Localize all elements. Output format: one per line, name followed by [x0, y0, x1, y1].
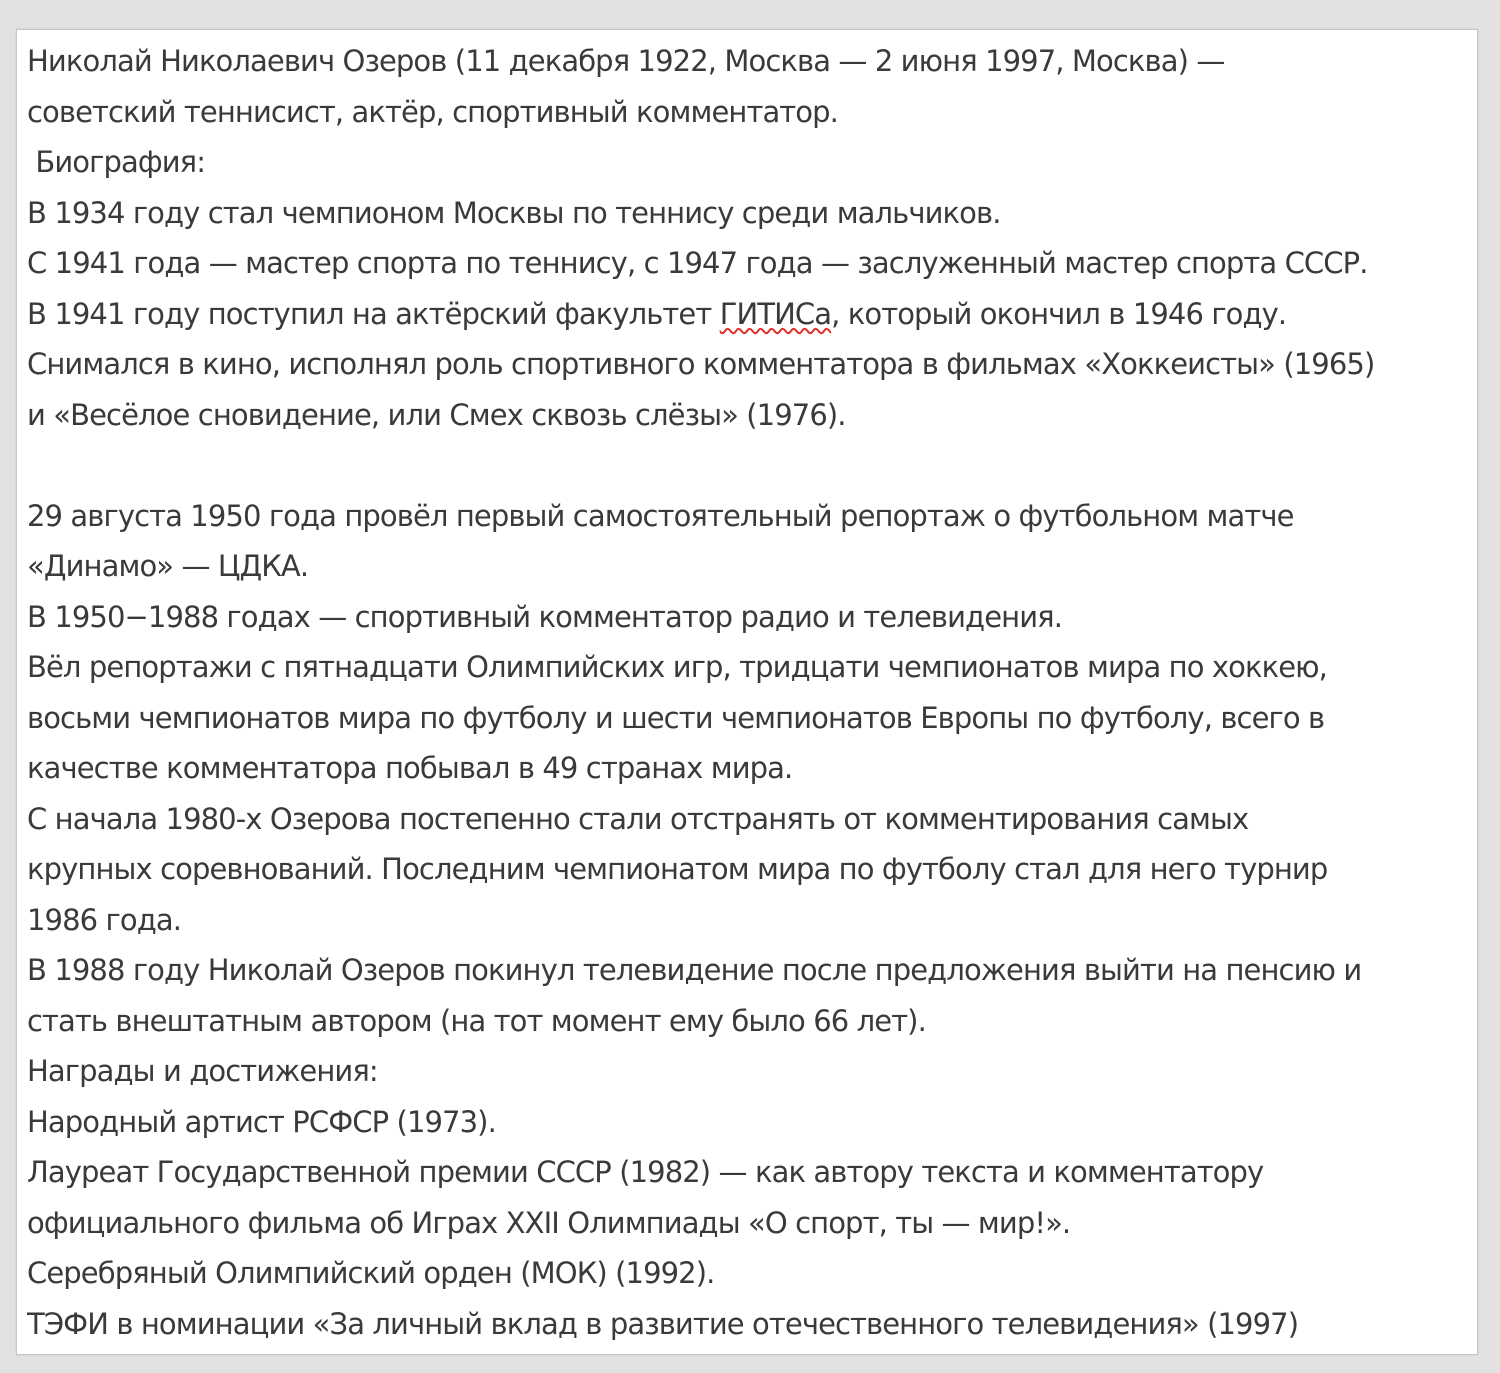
text-line: качестве комментатора побывал в 49 странах мира.: [27, 751, 793, 785]
text-segment: В 1941 году поступил на актёрский факультет: [27, 296, 720, 331]
text-line: Народный артист РСФСР (1973).: [27, 1104, 496, 1139]
text-line: 1986 года.: [27, 902, 182, 937]
text-segment: , который окончил в 1946 году.: [831, 296, 1287, 331]
document-text[interactable]: [27, 36, 1477, 1349]
text-line: С 1941 года — мастер спорта по теннису, с 1947 года — заслуженный мастер спорта СССР.: [27, 246, 1368, 280]
text-line: Николай Николаевич Озеров (11 декабря 1922, Москва — 2 июня 1997, Москва) —: [27, 44, 1225, 78]
text-line: ТЭФИ в номинации «За личный вклад в развитие отечественного телевидения» (1997): [27, 1306, 1299, 1341]
text-line: 29 августа 1950 года провёл первый самостоятельный репортаж о футбольном матче: [27, 498, 1294, 533]
text-line: В 1934 году стал чемпионом Москвы по теннису среди мальчиков.: [27, 195, 1001, 230]
blank-line: [27, 440, 1477, 491]
section-heading-awards: Награды и достижения:: [27, 1054, 378, 1088]
text-line: восьми чемпионатов мира по футболу и шести чемпионатов Европы по футболу, всего в: [27, 700, 1325, 735]
text-line: В 1988 году Николай Озеров покинул телевидение после предложения выйти на пенсию и: [27, 953, 1362, 987]
misspelled-word[interactable]: ГИТИСа: [719, 296, 832, 331]
text-line: Вёл репортажи с пятнадцати Олимпийских игр, тридцати чемпионатов мира по хоккею,: [27, 650, 1327, 684]
text-line: Серебряный Олимпийский орден (МОК) (1992).: [27, 1256, 715, 1290]
text-line: С начала 1980-х Озерова постепенно стали отстранять от комментирования самых: [27, 801, 1249, 836]
text-line: официального фильма об Играх XXII Олимпиады «О спорт, ты — мир!».: [27, 1205, 1071, 1240]
text-line: Снимался в кино, исполнял роль спортивного комментатора в фильмах «Хоккеисты» (1965): [27, 347, 1375, 381]
text-line: Лауреат Государственной премии СССР (1982) — как автору текста и комментатору: [27, 1155, 1264, 1189]
text-editor[interactable]: [16, 29, 1478, 1355]
section-heading-biography: Биография:: [27, 145, 206, 179]
text-line: и «Весёлое сновидение, или Смех сквозь слёзы» (1976).: [27, 397, 846, 432]
text-line: советский теннисист, актёр, спортивный комментатор.: [27, 94, 838, 129]
text-line: крупных соревнований. Последним чемпионатом мира по футболу стал для него турнир: [27, 852, 1328, 886]
text-line: [27, 289, 1477, 340]
text-line: В 1950−1988 годах — спортивный комментатор радио и телевидения.: [27, 599, 1063, 634]
text-line: «Динамо» — ЦДКА.: [27, 549, 309, 583]
text-line: стать внештатным автором (на тот момент ему было 66 лет).: [27, 1003, 926, 1038]
